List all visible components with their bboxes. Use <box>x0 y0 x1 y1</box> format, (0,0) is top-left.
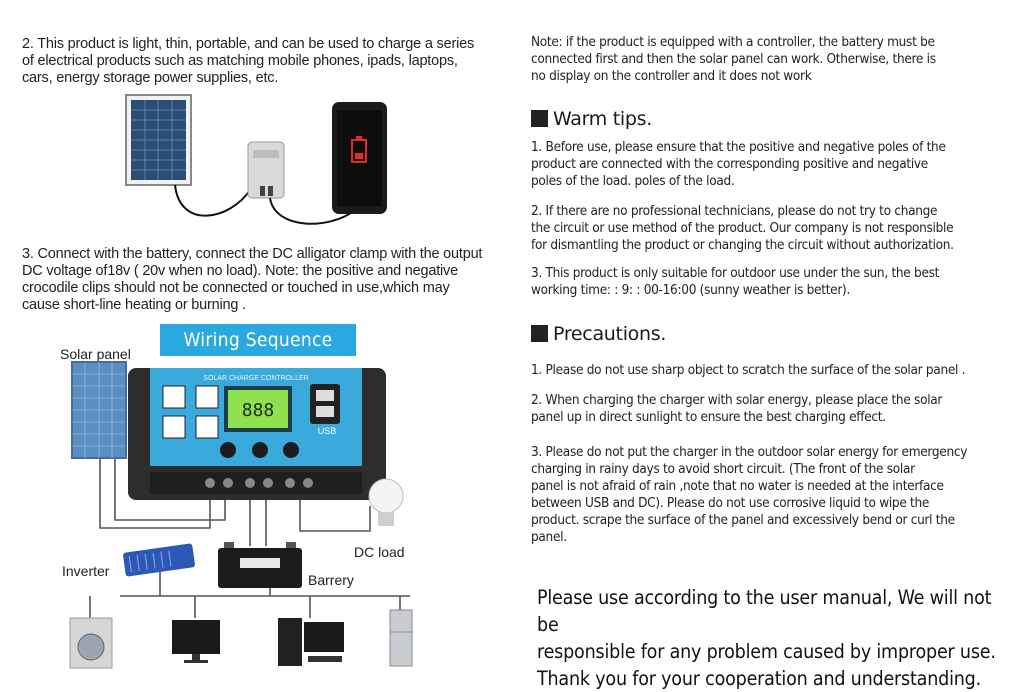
solar-panel-label: Solar panel <box>60 346 131 362</box>
light-bulb-image <box>369 479 403 526</box>
charging-illustration <box>100 90 400 240</box>
controller-title: SOLAR CHARGE CONTROLLER <box>203 375 309 382</box>
washing-machine-image <box>70 618 112 668</box>
item-2-text: 2. This product is light, thin, portable, and can be used to charge a series of electrical products such as matching mobile phones, ipads, laptops, cars, energy storage power supplies, etc. <box>22 36 475 86</box>
charger-box-image <box>248 142 284 198</box>
precaution-2: 2. When charging the charger with solar energy, please place the solar panel up in direct sunlight to ensure the best charging effect. <box>531 392 943 425</box>
precautions-heading <box>531 323 666 345</box>
wiring-diagram <box>0 356 500 686</box>
warm-tips-title: Warm tips. <box>553 108 652 130</box>
refrigerator-image <box>390 610 412 666</box>
square-bullet-icon <box>531 110 548 127</box>
warm-tip-2: 2. If there are no professional technicians, please do not try to change the circuit or use method of the product. Our company is not responsible for dismantling the product or changing the circuit without authorization. <box>531 203 954 253</box>
closing-statement: Please use according to the user manual, We will not be responsible for any problem caused by improper use. Thank you for your cooperation and understanding. <box>537 586 996 690</box>
charge-controller-image <box>128 368 386 500</box>
warm-tip-3: 3. This product is only suitable for outdoor use under the sun, the best working time: : 9: : 00-16:00 (sunny weather is better). <box>531 265 940 298</box>
controller-usb-label: USB <box>317 426 337 436</box>
precaution-3: 3. Please do not put the charger in the outdoor solar energy for emergency charging in rainy days to avoid short circuit. (The front of the solar panel is not afraid of rain ,note that no water is needed at the interface between USB and DC). Please do not use corrosive liquid to wipe the product. scrape the surface of the panel and excessively bend or curl the panel. <box>531 444 968 545</box>
television-image <box>172 620 220 663</box>
battery-image <box>218 542 302 588</box>
precautions-title: Precautions. <box>553 323 667 345</box>
solar-panel-image <box>126 95 191 185</box>
wiring-sequence-banner: Wiring Sequence <box>160 324 356 356</box>
square-bullet-icon <box>531 325 548 342</box>
solar-panel-diagram-image <box>72 362 126 458</box>
warm-tips-heading <box>531 108 652 130</box>
controller-note: Note: if the product is equipped with a controller, the battery must be connected first and then the solar panel can work. Otherwise, there is no display on the controller and it does not work <box>531 34 936 84</box>
inverter-image <box>123 543 196 577</box>
desktop-computer-image <box>278 618 344 666</box>
dc-load-label: DC load <box>354 544 405 560</box>
inverter-label: Inverter <box>62 563 110 579</box>
item-3-text: 3. Connect with the battery, connect the DC alligator clamp with the output DC voltage of18v ( 20v when no load). Note: the positive and negative crocodile clips should not be connected or touched in use,which may cause short-line heating or burning . <box>22 246 483 313</box>
precaution-1: 1. Please do not use sharp object to scratch the surface of the solar panel . <box>531 362 966 378</box>
warm-tip-1: 1. Before use, please ensure that the positive and negative poles of the product are connected with the corresponding positive and negative poles of the load. poles of the load. <box>531 139 946 189</box>
controller-display: 888 <box>241 400 275 421</box>
battery-label: Barrery <box>308 572 354 588</box>
smartphone-image <box>332 102 387 214</box>
